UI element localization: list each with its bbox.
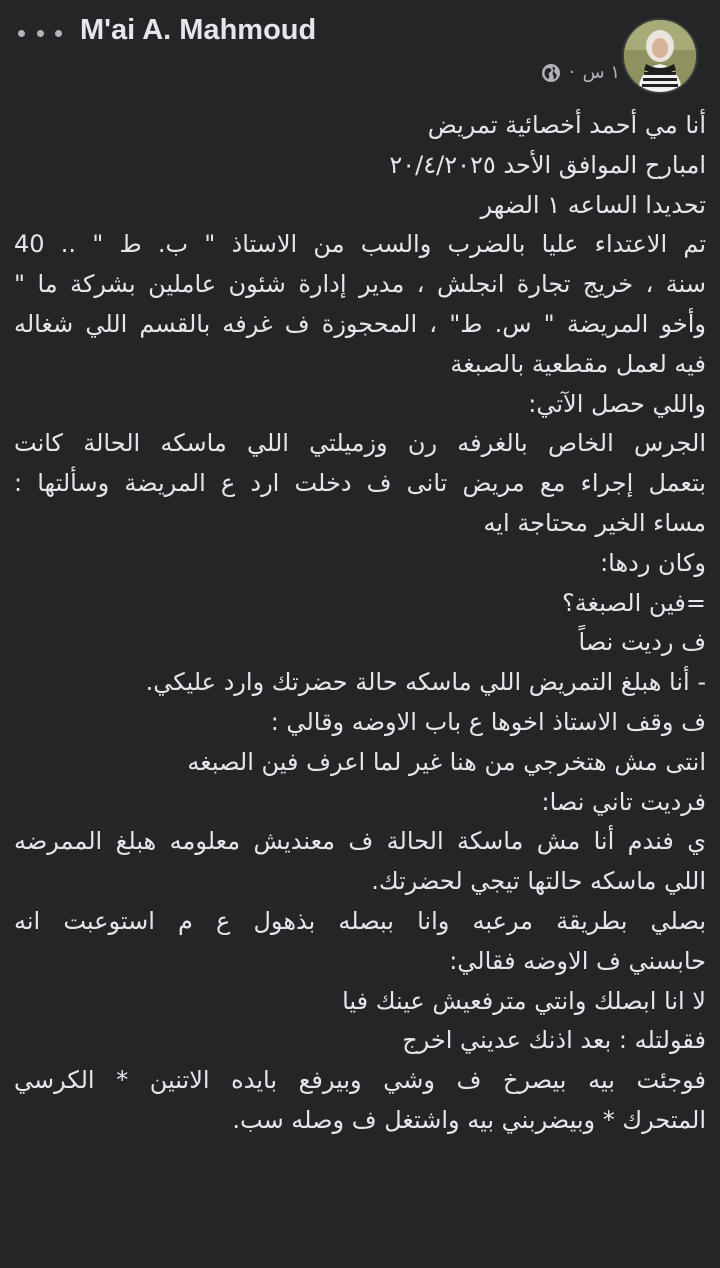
post-line: بصلي بطريقة مرعبه وانا ببصله بذهول ع م استوعبت انه <box>14 906 706 935</box>
globe-icon <box>541 63 561 83</box>
post-line: ف وقف الاستاذ اخوها ع باب الاوضه وقالي : <box>270 707 706 736</box>
post-line: فرديت تاني نصا: <box>541 787 706 816</box>
post-line: فقولتله : بعد اذنك عديني اخرج <box>402 1026 706 1055</box>
post-timestamp[interactable]: ١ س <box>582 62 620 83</box>
post-line: وكان ردها: <box>600 548 706 577</box>
post-meta <box>541 62 620 83</box>
post-line: =فين الصبغة؟ <box>562 588 706 617</box>
post-line: اللي ماسكه حالتها تيجي لحضرتك. <box>371 867 706 896</box>
more-options-icon <box>18 30 25 37</box>
post-line: ي فندم أنا مش ماسكة الحالة ف معنديش معلومه هبلغ الممرضه <box>14 827 706 856</box>
post-line: مساء الخير محتاجة ايه <box>483 508 706 537</box>
separator: · <box>568 62 575 83</box>
post-line: لا انا ابصلك وانتي مترفعيش عينك فيا <box>342 986 706 1015</box>
post-line: تم الاعتداء عليا بالضرب والسب من الاستاذ " ب. ط " .. 40 <box>14 230 706 259</box>
post-line: أنا مي أحمد أخصائية تمريض <box>427 111 706 139</box>
post-line: فوجئت بيه بيصرخ ف وشي وبيرفع بايده الاتنين * الكرسي <box>14 1066 706 1095</box>
post-line: تحديدا الساعه ١ الضهر <box>480 190 706 219</box>
post-line: فيه لعمل مقطعية بالصبغة <box>450 349 706 378</box>
more-options-button[interactable] <box>18 18 62 48</box>
post-line: المتحرك * وبيضربني بيه واشتغل ف وصله سب. <box>232 1105 706 1134</box>
post-line: سنة ، خريج تجارة انجلش ، مدير إدارة شئون عاملين بشركة ما " <box>14 270 706 299</box>
post-line: حابسني ف الاوضه فقالي: <box>449 946 706 975</box>
post-line: - أنا هبلغ التمريض اللي ماسكه حالة حضرتك وارد عليكي. <box>145 668 706 697</box>
post-line: امبارح الموافق الأحد ٢٠/٤/٢٠٢٥ <box>389 150 706 179</box>
post-text <box>14 106 706 1141</box>
avatar-photo <box>624 20 696 92</box>
post-line: بتعمل إجراء مع مريض تانى ف دخلت ارد ع المريضة وسألتها : <box>14 469 706 498</box>
post-line: الجرس الخاص بالغرفه رن وزميلتي اللي ماسكه الحالة كانت <box>14 429 706 458</box>
more-options-icon-dot <box>37 30 44 37</box>
post-line: انتى مش هتخرجي من هنا غير لما اعرف فين الصبغه <box>187 747 706 776</box>
post-line: وأخو المريضة " س. ط" ، المحجوزة ف غرفه بالقسم اللي شغاله <box>14 309 706 338</box>
post-line: واللي حصل الآتي: <box>528 389 706 418</box>
author-name[interactable]: M'ai A. Mahmoud <box>80 14 317 46</box>
post-line: ف رديت نصاً <box>578 628 706 657</box>
post-header <box>0 0 720 105</box>
avatar[interactable] <box>622 18 698 94</box>
more-options-icon-dot <box>55 30 62 37</box>
